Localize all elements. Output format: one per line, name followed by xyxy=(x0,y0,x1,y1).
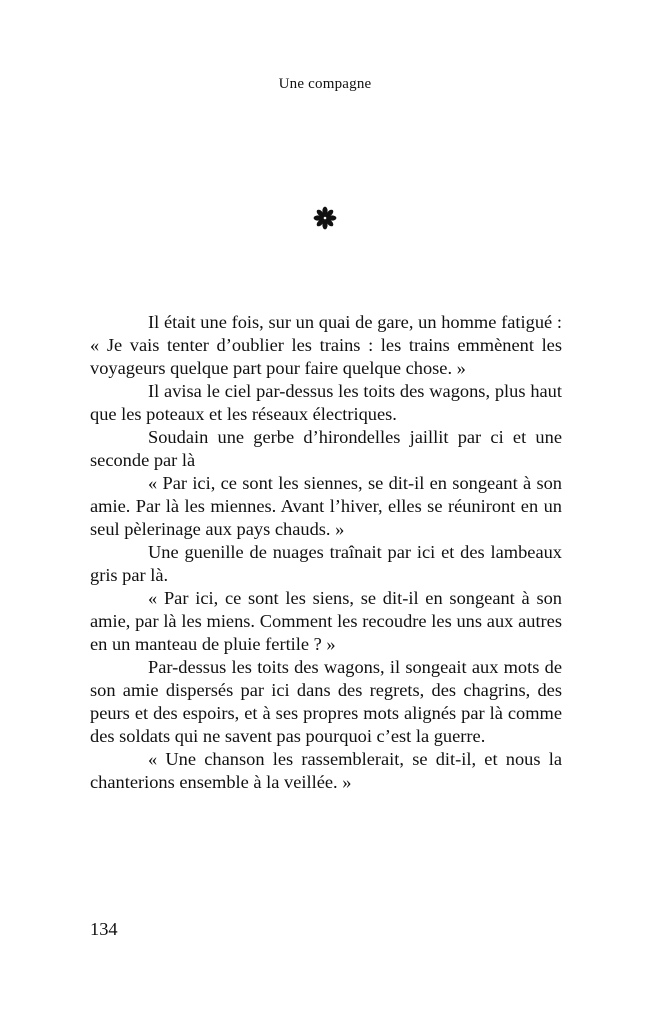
paragraph: « Une chanson les rassemblerait, se dit-il, et nous la chanterions ensemble à la veillée. » xyxy=(90,749,562,792)
asterism-flower-icon xyxy=(313,206,337,230)
paragraph: Il avisa le ciel par-dessus les toits des wagons, plus haut que les poteaux et les réseaux électriques. xyxy=(90,381,562,424)
paragraph: « Par ici, ce sont les siennes, se dit-il en songeant à son amie. Par là les miennes. Avant l’hiver, elles se réuniront en un seul pèlerinage aux pays chauds. » xyxy=(90,473,562,539)
paragraph: Par-dessus les toits des wagons, il songeait aux mots de son amie dispersés par ici dans des regrets, des chagrins, des peurs et des espoirs, et à ses propres mots alignés par là comme des soldats qui ne savent pas pourquoi c’est la guerre. xyxy=(90,657,562,746)
body-text xyxy=(90,311,562,794)
paragraph: Une guenille de nuages traînait par ici et des lambeaux gris par là. xyxy=(90,542,562,585)
paragraph: « Par ici, ce sont les siens, se dit-il en songeant à son amie, par là les miens. Comment les recoudre les uns aux autres en un manteau de pluie fertile ? » xyxy=(90,588,562,654)
paragraph: Il était une fois, sur un quai de gare, un homme fatigué : « Je vais tenter d’oublier les trains : les trains emmènent les voyageurs quelque part pour faire quelque chose. » xyxy=(90,312,562,378)
page-number: 134 xyxy=(90,919,118,939)
running-head-title: Une compagne xyxy=(278,76,372,92)
paragraph: Soudain une gerbe d’hirondelles jaillit par ci et une seconde par là xyxy=(90,427,562,470)
